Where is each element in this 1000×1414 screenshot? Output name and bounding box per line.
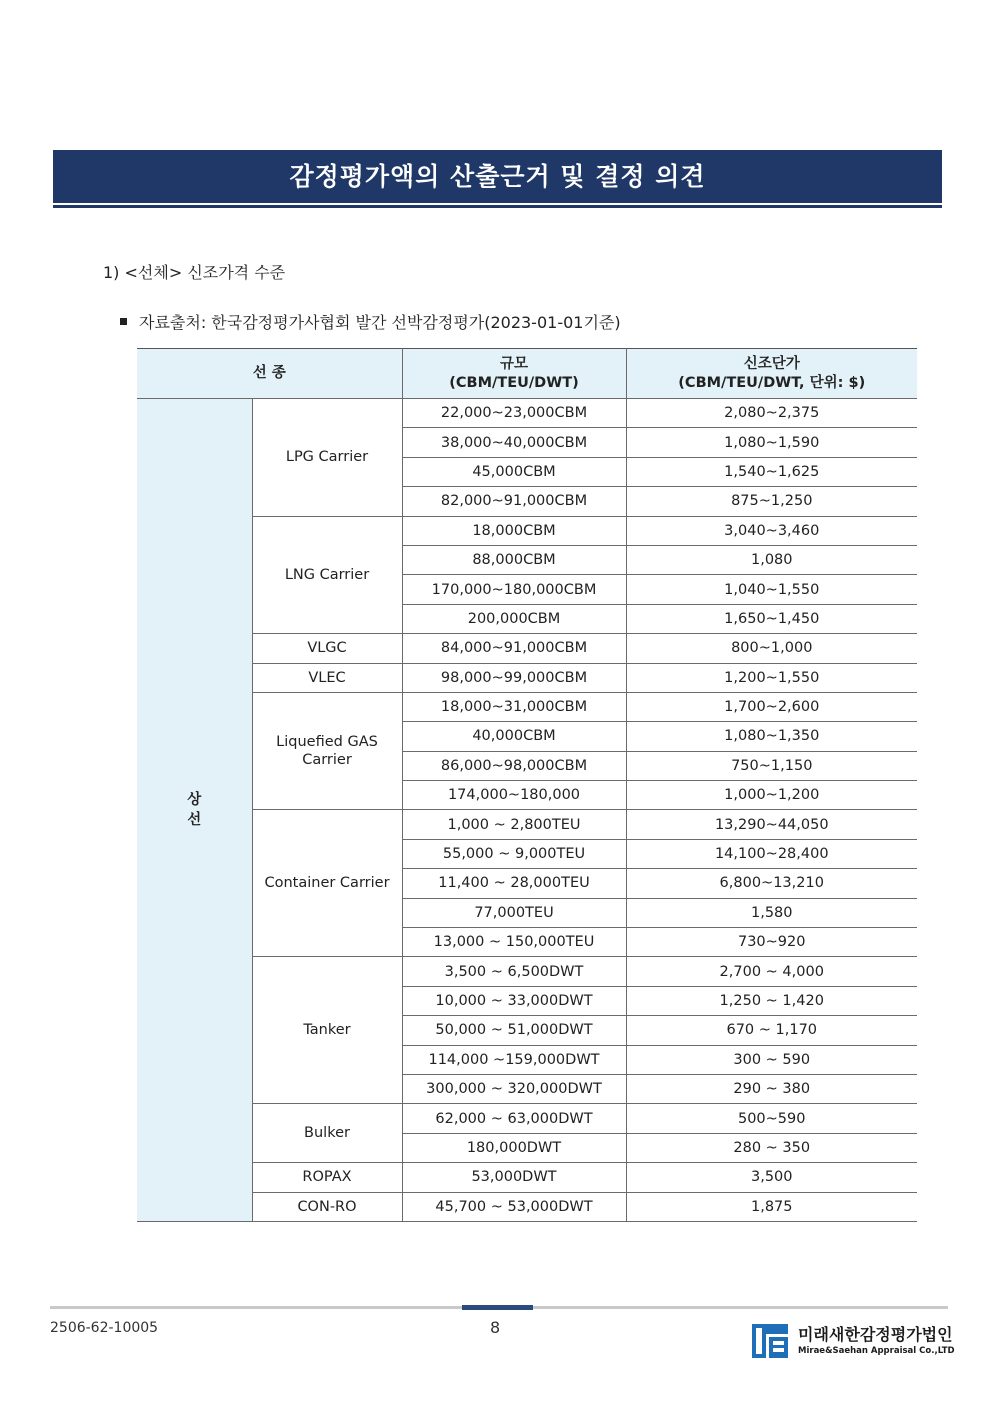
- scale-cell: 200,000CBM: [402, 604, 626, 633]
- scale-cell: 170,000~180,000CBM: [402, 575, 626, 604]
- price-cell: 1,650~1,450: [626, 604, 917, 633]
- page-number: 8: [490, 1318, 501, 1337]
- scale-cell: 180,000DWT: [402, 1133, 626, 1162]
- scale-cell: 11,400 ~ 28,000TEU: [402, 869, 626, 898]
- category-merchant-ship: [137, 399, 252, 1222]
- scale-cell: 18,000CBM: [402, 516, 626, 545]
- price-cell: 1,040~1,550: [626, 575, 917, 604]
- ship-type-cell: ROPAX: [252, 1163, 402, 1192]
- price-cell: 1,200~1,550: [626, 663, 917, 692]
- price-cell: 1,080: [626, 545, 917, 574]
- ship-type-cell: LNG Carrier: [252, 516, 402, 634]
- scale-cell: 45,000CBM: [402, 457, 626, 486]
- scale-cell: 174,000~180,000: [402, 781, 626, 810]
- price-cell: 280 ~ 350: [626, 1133, 917, 1162]
- company-name-ko: 미래새한감정평가법인: [798, 1325, 953, 1344]
- ship-type-cell: Bulker: [252, 1104, 402, 1163]
- price-cell: 1,700~2,600: [626, 692, 917, 721]
- price-cell: 1,580: [626, 898, 917, 927]
- header-price: [626, 349, 917, 399]
- source-note-line: [120, 310, 621, 333]
- header-price-line2: (CBM/TEU/DWT, 단위: $): [678, 374, 866, 391]
- company-logo-mark-icon: [750, 1320, 790, 1360]
- scale-cell: 77,000TEU: [402, 898, 626, 927]
- scale-cell: 84,000~91,000CBM: [402, 634, 626, 663]
- scale-cell: 300,000 ~ 320,000DWT: [402, 1074, 626, 1103]
- document-number: 2506-62-10005: [50, 1320, 159, 1336]
- scale-cell: 18,000~31,000CBM: [402, 692, 626, 721]
- table-row: [137, 957, 917, 986]
- header-scale-line1: 규모: [499, 355, 528, 372]
- table-row: [137, 634, 917, 663]
- scale-cell: 50,000 ~ 51,000DWT: [402, 1016, 626, 1045]
- price-cell: 1,540~1,625: [626, 457, 917, 486]
- source-note: 자료출처: 한국감정평가사협회 발간 선박감정평가(2023-01-01기준): [139, 313, 621, 332]
- company-logo: [750, 1320, 955, 1364]
- table-header-row: [137, 349, 917, 399]
- newbuild-price-table: [137, 348, 917, 1222]
- price-cell: 1,875: [626, 1192, 917, 1221]
- price-cell: 3,500: [626, 1163, 917, 1192]
- price-cell: 1,250 ~ 1,420: [626, 986, 917, 1015]
- bullet-square-icon: [120, 318, 127, 325]
- company-name-en: Mirae&Saehan Appraisal Co.,LTD: [798, 1346, 955, 1356]
- scale-cell: 38,000~40,000CBM: [402, 428, 626, 457]
- ship-type-cell: Container Carrier: [252, 810, 402, 957]
- table-row: [137, 663, 917, 692]
- scale-cell: 10,000 ~ 33,000DWT: [402, 986, 626, 1015]
- table-row: [137, 1192, 917, 1221]
- price-cell: 290 ~ 380: [626, 1074, 917, 1103]
- price-cell: 3,040~3,460: [626, 516, 917, 545]
- price-cell: 800~1,000: [626, 634, 917, 663]
- scale-cell: 55,000 ~ 9,000TEU: [402, 839, 626, 868]
- price-cell: 13,290~44,050: [626, 810, 917, 839]
- price-cell: 1,000~1,200: [626, 781, 917, 810]
- scale-cell: 13,000 ~ 150,000TEU: [402, 928, 626, 957]
- ship-type-cell: Liquefied GAS Carrier: [252, 692, 402, 810]
- scale-cell: 62,000 ~ 63,000DWT: [402, 1104, 626, 1133]
- price-cell: 875~1,250: [626, 487, 917, 516]
- header-price-line1: 신조단가: [743, 355, 800, 372]
- scale-cell: 86,000~98,000CBM: [402, 751, 626, 780]
- scale-cell: 45,700 ~ 53,000DWT: [402, 1192, 626, 1221]
- scale-cell: 88,000CBM: [402, 545, 626, 574]
- price-cell: 2,700 ~ 4,000: [626, 957, 917, 986]
- ship-type-cell: LPG Carrier: [252, 399, 402, 517]
- scale-cell: 53,000DWT: [402, 1163, 626, 1192]
- ship-type-cell: CON-RO: [252, 1192, 402, 1221]
- scale-cell: 98,000~99,000CBM: [402, 663, 626, 692]
- page-title: 감정평가액의 산출근거 및 결정 의견: [53, 150, 942, 203]
- section-heading: 1) <선체> 신조가격 수준: [103, 263, 286, 282]
- table-row: [137, 399, 917, 428]
- table-row: [137, 516, 917, 545]
- scale-cell: 22,000~23,000CBM: [402, 399, 626, 428]
- price-cell: 1,080~1,590: [626, 428, 917, 457]
- category-label: 선: [187, 811, 202, 828]
- table-row: [137, 1163, 917, 1192]
- header-ship-type: 선 종: [137, 349, 402, 399]
- scale-cell: 40,000CBM: [402, 722, 626, 751]
- table-row: [137, 810, 917, 839]
- price-cell: 730~920: [626, 928, 917, 957]
- price-cell: 300 ~ 590: [626, 1045, 917, 1074]
- price-cell: 1,080~1,350: [626, 722, 917, 751]
- title-underline: [53, 205, 942, 208]
- scale-cell: 82,000~91,000CBM: [402, 487, 626, 516]
- ship-type-cell: VLEC: [252, 663, 402, 692]
- price-cell: 14,100~28,400: [626, 839, 917, 868]
- table-row: [137, 692, 917, 721]
- price-cell: 670 ~ 1,170: [626, 1016, 917, 1045]
- price-cell: 2,080~2,375: [626, 399, 917, 428]
- header-scale: [402, 349, 626, 399]
- scale-cell: 3,500 ~ 6,500DWT: [402, 957, 626, 986]
- price-cell: 500~590: [626, 1104, 917, 1133]
- header-scale-line2: (CBM/TEU/DWT): [449, 374, 579, 391]
- ship-type-cell: Tanker: [252, 957, 402, 1104]
- price-cell: 6,800~13,210: [626, 869, 917, 898]
- ship-type-cell: VLGC: [252, 634, 402, 663]
- category-label: 상: [187, 791, 202, 808]
- scale-cell: 114,000 ~159,000DWT: [402, 1045, 626, 1074]
- price-cell: 750~1,150: [626, 751, 917, 780]
- scale-cell: 1,000 ~ 2,800TEU: [402, 810, 626, 839]
- footer-accent: [462, 1305, 533, 1310]
- table-row: [137, 1104, 917, 1133]
